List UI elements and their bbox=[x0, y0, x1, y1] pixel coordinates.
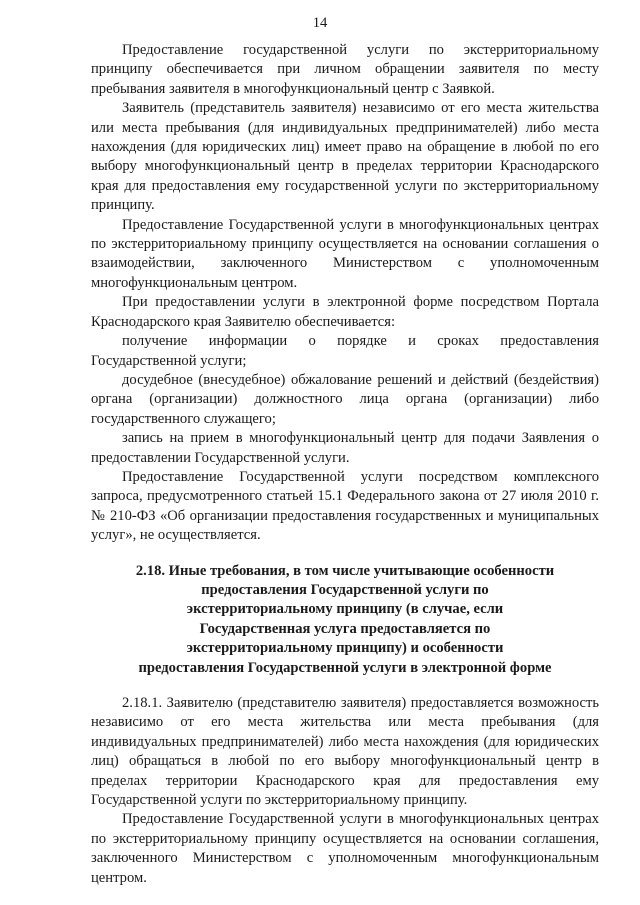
paragraph: Предоставление Государственной услуги в многофункциональных центрах по экстерриториальному принципу осуществляется на основании соглашения о взаимодействии, заключенного Министерством с уполномоченным многофункциональным центром. bbox=[91, 216, 599, 291]
paragraph: Предоставление Государственной услуги посредством комплексного запроса, предусмотренного статьей 15.1 Федерального закона от 27 июля 2010 г. № 210-ФЗ «Об организации предоставления государственных и муниципальных услуг», не осуществляется. bbox=[91, 468, 599, 544]
paragraph: Заявитель (представитель заявителя) независимо от его места жительства или места пребывания (для индивидуальных предпринимателей) либо места нахождения (для юридических лиц) имеет право на обращение в любой по его выбору многофункциональный центр в пределах территории Краснодарского края для предоставления ему государственной услуги по экстерриториальному принципу. bbox=[91, 100, 599, 214]
document-body bbox=[91, 41, 599, 888]
section-heading: 2.18. Иные требования, в том числе учитывающие особенности предоставления Государственной услуги по экстерриториальному принципу (в случае, если Государственная услуга предоставляется по экстерриториальному принципу) и особенности предоставления Государственной услуги в электронной форме bbox=[135, 562, 555, 676]
page-number: 14 bbox=[312, 15, 328, 31]
list-item: досудебное (внесудебное) обжалование решений и действий (бездействия) органа (организации) должностного лица органа (организации) либо государственного служащего; bbox=[91, 371, 599, 427]
paragraph: Предоставление Государственной услуги в многофункциональных центрах по экстерриториальному принципу осуществляется на основании соглашения, заключенного Министерством с уполномоченным многофункциональным центром. bbox=[91, 811, 599, 886]
paragraph: Предоставление государственной услуги по экстерриториальному принципу обеспечивается при личном обращении заявителя по месту пребывания заявителя в многофункциональный центр с Заявкой. bbox=[91, 42, 599, 97]
paragraph: 2.18.1. Заявителю (представителю заявителя) предоставляется возможность независимо от его места жительства или места пребывания (для индивидуальных предпринимателей) либо места нахождения (для юридических лиц) обращаться в любой по его выбору многофункциональный центр в пределах территории Краснодарского края для предоставления ему Государственной услуги по экстерриториальному принципу. bbox=[91, 695, 599, 809]
paragraph: При предоставлении услуги в электронной форме посредством Портала Краснодарского края Заявителю обеспечивается: bbox=[91, 294, 599, 330]
list-item: запись на прием в многофункциональный центр для подачи Заявления о предоставлении Государственной услуги. bbox=[91, 430, 599, 466]
list-item: получение информации о порядке и сроках предоставления Государственной услуги; bbox=[91, 333, 599, 369]
